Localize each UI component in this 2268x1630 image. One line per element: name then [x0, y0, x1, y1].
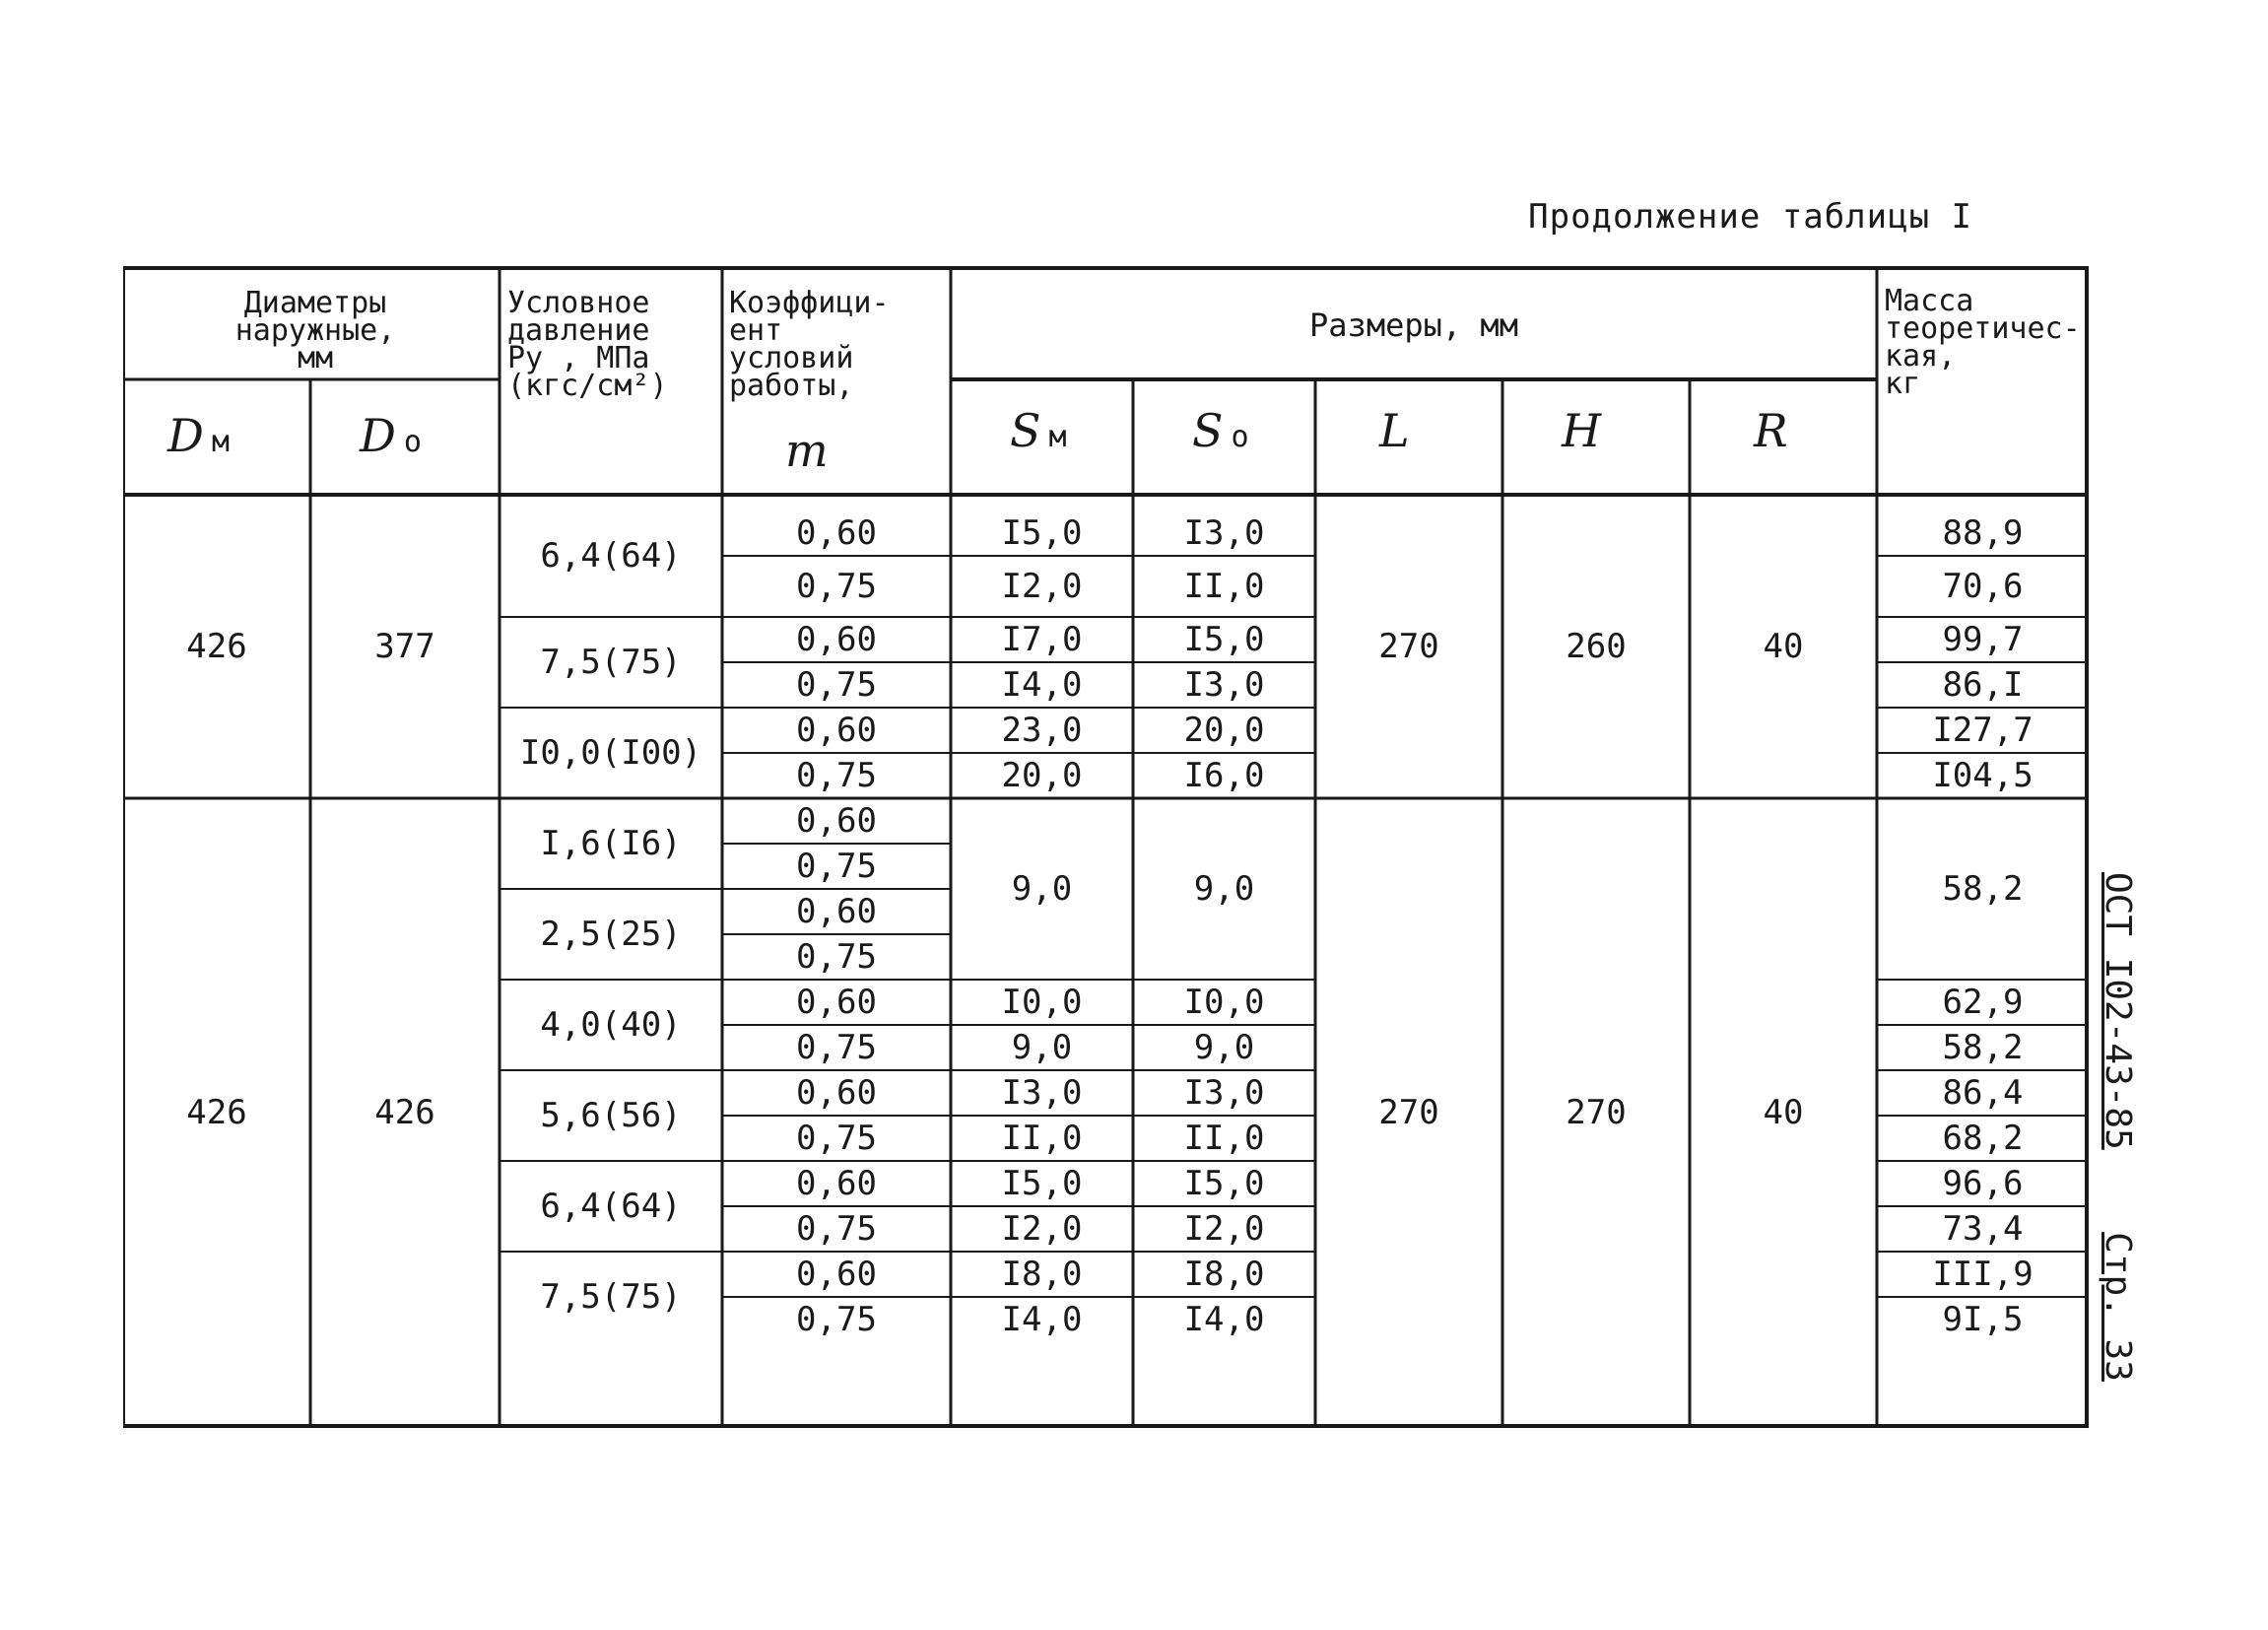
dm-symbol: D [167, 409, 204, 462]
g2-l: 270 [1378, 1092, 1439, 1132]
g2-m: 0,75 [796, 1119, 877, 1158]
g1-so: II,0 [1183, 567, 1265, 606]
table-caption: Продолжение таблицы I [1528, 197, 1972, 237]
g2-pressure: I,6(I6) [540, 824, 682, 863]
g2-so: II,0 [1183, 1119, 1265, 1158]
g2-m: 0,60 [796, 1164, 877, 1203]
g2-mass: III,9 [1932, 1255, 2034, 1294]
g2-so: I0,0 [1183, 983, 1265, 1022]
so-symbol: S [1192, 404, 1224, 457]
g2-m: 0,60 [796, 892, 877, 931]
g1-so: I3,0 [1183, 513, 1265, 553]
g2-pressure: 2,5(25) [540, 915, 682, 954]
g1-dm: 426 [186, 627, 247, 666]
g1-so: I6,0 [1183, 756, 1265, 795]
g2-pressure: 5,6(56) [540, 1096, 682, 1135]
g2-pressure: 7,5(75) [540, 1277, 682, 1317]
g2-do: 426 [374, 1092, 435, 1132]
g2-m: 0,60 [796, 1073, 877, 1113]
header-h: H [1562, 404, 1602, 457]
header-pressure: Условное давление Pу , МПа (кгс/см²) [507, 286, 668, 403]
header-coef-symbol: m [785, 424, 829, 477]
g2-mass: 96,6 [1942, 1164, 2024, 1203]
g1-m: 0,60 [796, 620, 877, 659]
g1-m: 0,60 [796, 513, 877, 553]
g1-m: 0,75 [796, 567, 877, 606]
g2-sm: I4,0 [1001, 1300, 1083, 1339]
g1-sm: 20,0 [1001, 756, 1083, 795]
g1-m: 0,60 [796, 711, 877, 750]
header-coefficient: Коэффици- ент условий работы, [729, 286, 890, 403]
g2-pressure: 6,4(64) [540, 1187, 682, 1226]
g2-mass: 58,2 [1942, 1028, 2024, 1067]
g1-m: 0,75 [796, 665, 877, 705]
g2-sm: I2,0 [1001, 1209, 1083, 1249]
g2-sm-merged: 9,0 [1011, 869, 1073, 909]
g2-m: 0,60 [796, 801, 877, 841]
g2-mass-merged: 58,2 [1942, 869, 2024, 909]
g2-pressure: 4,0(40) [540, 1005, 682, 1045]
g1-pressure: 6,4(64) [540, 536, 682, 576]
g1-sm: I5,0 [1001, 513, 1083, 553]
g1-do: 377 [374, 627, 435, 666]
g2-sm: II,0 [1001, 1119, 1083, 1158]
g1-sm: I7,0 [1001, 620, 1083, 659]
g2-mass: 62,9 [1942, 983, 2024, 1022]
so-subscript: о [1231, 420, 1249, 454]
header-sm [1010, 404, 1067, 457]
g2-so: I2,0 [1183, 1209, 1265, 1249]
g1-mass: I27,7 [1932, 711, 2034, 750]
header-do [360, 409, 422, 462]
g1-so: I5,0 [1183, 620, 1265, 659]
header-diameters: Диаметры наружные, мм [234, 286, 396, 375]
g2-mass: 9I,5 [1942, 1300, 2024, 1339]
g1-h: 260 [1566, 627, 1627, 666]
g2-so-merged: 9,0 [1193, 869, 1255, 909]
g1-pressure: 7,5(75) [540, 643, 682, 682]
g2-sm: I0,0 [1001, 983, 1083, 1022]
header-so [1192, 404, 1249, 457]
do-subscript: о [403, 425, 422, 459]
header-r: R [1754, 404, 1788, 457]
g2-mass: 86,4 [1942, 1073, 2024, 1113]
dm-subscript: м [211, 425, 230, 459]
header-sizes: Размеры, мм [1309, 306, 1518, 344]
g2-m: 0,60 [796, 983, 877, 1022]
g2-mass: 68,2 [1942, 1119, 2024, 1158]
g1-l: 270 [1378, 627, 1439, 666]
header-l: L [1379, 404, 1410, 457]
sm-symbol: S [1010, 404, 1041, 457]
header-dm [167, 409, 230, 462]
page-number: Стр. 33 [2098, 1232, 2138, 1382]
do-symbol: D [360, 409, 396, 462]
g2-so: I3,0 [1183, 1073, 1265, 1113]
g2-m: 0,60 [796, 1255, 877, 1294]
g1-sm: I4,0 [1001, 665, 1083, 705]
g2-sm: 9,0 [1011, 1028, 1073, 1067]
g1-r: 40 [1763, 627, 1804, 666]
g2-m: 0,75 [796, 1300, 877, 1339]
g2-sm: I5,0 [1001, 1164, 1083, 1203]
data-table [123, 266, 2089, 1429]
g2-h: 270 [1566, 1092, 1627, 1132]
g2-so: I4,0 [1183, 1300, 1265, 1339]
g1-sm: I2,0 [1001, 567, 1083, 606]
g1-mass: 99,7 [1942, 620, 2024, 659]
g1-mass: 88,9 [1942, 513, 2024, 553]
g2-sm: I8,0 [1001, 1255, 1083, 1294]
header-mass: Масса теоретичес- кая, кг [1885, 284, 2081, 401]
g1-so: 20,0 [1183, 711, 1265, 750]
g2-so: 9,0 [1193, 1028, 1255, 1067]
g2-so: I5,0 [1183, 1164, 1265, 1203]
standard-number: ОСТ I02-43-85 [2098, 872, 2138, 1150]
g2-so: I8,0 [1183, 1255, 1265, 1294]
g2-dm: 426 [186, 1092, 247, 1132]
g1-sm: 23,0 [1001, 711, 1083, 750]
side-footer [2089, 872, 2138, 1424]
g2-r: 40 [1763, 1092, 1804, 1132]
g2-m: 0,75 [796, 847, 877, 886]
g1-m: 0,75 [796, 756, 877, 795]
g2-mass: 73,4 [1942, 1209, 2024, 1249]
g2-m: 0,75 [796, 1209, 877, 1249]
g2-sm: I3,0 [1001, 1073, 1083, 1113]
g2-m: 0,75 [796, 937, 877, 977]
g1-so: I3,0 [1183, 665, 1265, 705]
g1-mass: I04,5 [1932, 756, 2034, 795]
sm-subscript: м [1048, 420, 1067, 454]
g1-pressure: I0,0(I00) [519, 733, 702, 773]
g1-mass: 86,I [1942, 665, 2024, 705]
g1-mass: 70,6 [1942, 567, 2024, 606]
g2-m: 0,75 [796, 1028, 877, 1067]
